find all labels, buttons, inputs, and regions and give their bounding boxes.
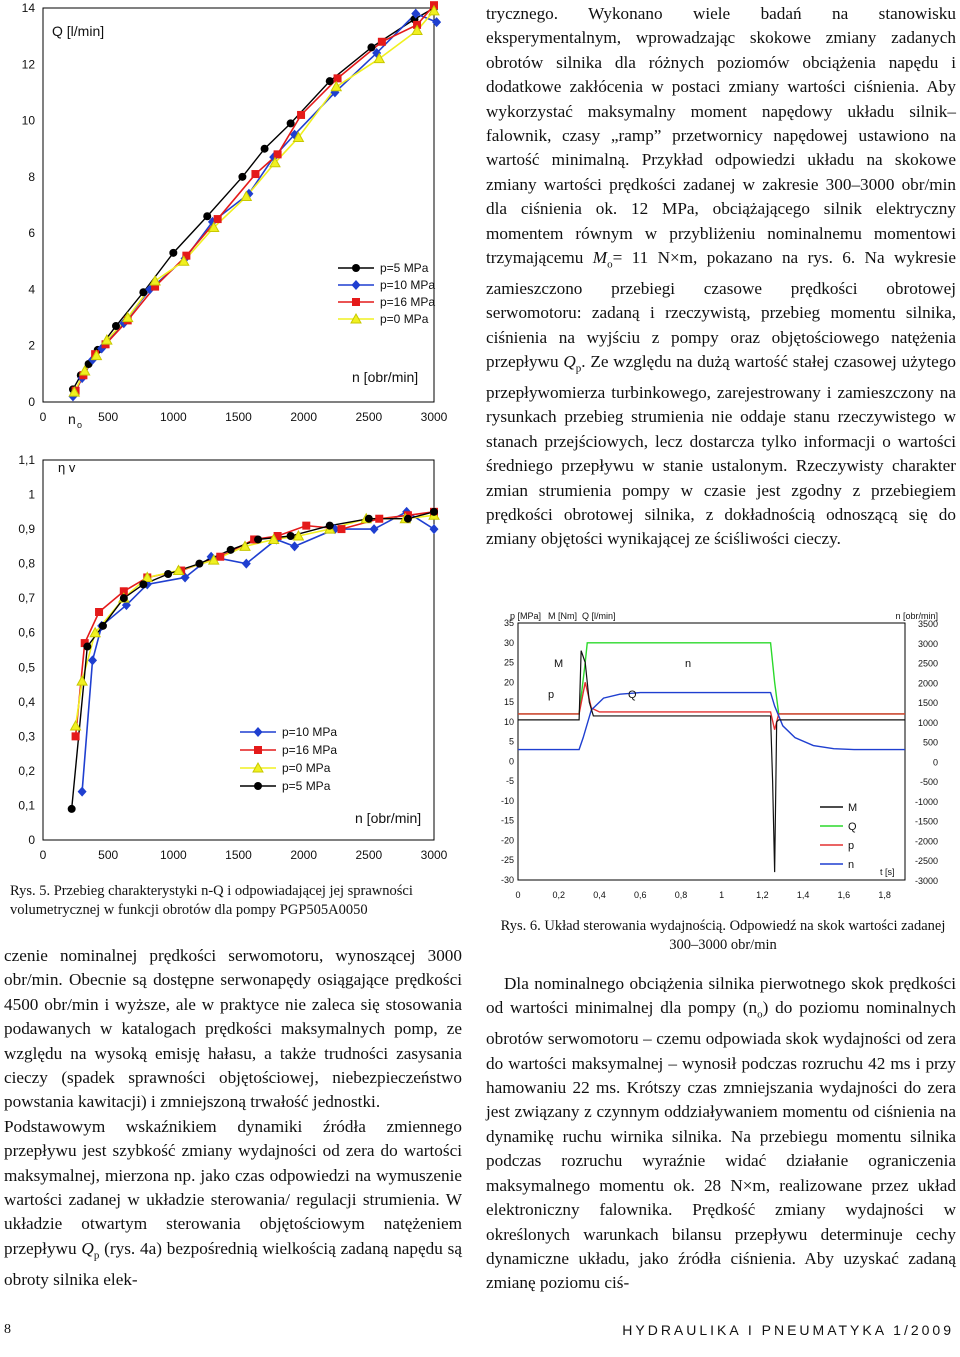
x-tick-label: 0: [39, 848, 47, 862]
y-tick-label: 0,5: [18, 660, 35, 675]
y-axis-label: η v: [58, 460, 76, 475]
legend-marker-p5: [352, 264, 360, 272]
y-tick-label: 0: [28, 395, 35, 409]
data-point-p10: [290, 541, 299, 551]
data-point-p5: [68, 805, 76, 813]
legend-label-p: p: [848, 840, 855, 852]
y-tick-label: 0,4: [18, 694, 35, 709]
x-tick-label: 0: [515, 890, 521, 900]
series-line-n: [518, 693, 905, 750]
x-tick-label: 1,8: [878, 890, 891, 900]
left-paragraph-1: czenie nominalnej prędkości serwomotoru, wynoszącej 3000 obr/min. Obecnie są dostępne serwonapędy osiągające prędkości 4500 obr/min i wyższe, ale w praktyce nie zaleca się stosowania podawanych w katalogach prędkości maksymalnych pomp, ze względu na wysoką emisję hałasu, a także trudności zasysania cieczy (spadek sprawności objętościowej, niebezpieczeństwo powstania kawitacji) i zmniejszoną trwałość jednostki.: [4, 946, 462, 1112]
data-point-p5: [227, 546, 235, 554]
y-left-tick-label: -25: [500, 855, 514, 866]
x-tick-label: 500: [98, 410, 119, 424]
y-right-tick-label: -1500: [914, 816, 938, 827]
legend-marker-p10: [352, 280, 361, 290]
x-axis-label: n [obr/min]: [352, 369, 419, 385]
journal-footer: HYDRAULIKA I PNEUMATYKA 1/2009: [622, 1322, 954, 1338]
symbol-q-right-subscript: p: [575, 362, 582, 375]
y-tick-label: 0: [28, 833, 35, 847]
y-left-tick-label: -20: [500, 835, 514, 846]
symbol-q-right: Q: [563, 352, 576, 372]
data-point-p16: [95, 608, 103, 616]
legend-label-p0: p=0 MPa: [282, 761, 331, 775]
right-column-top: [486, 2, 956, 552]
legend-label-p5: p=5 MPa: [282, 779, 331, 793]
data-point-p5: [99, 622, 107, 630]
data-point-p16: [214, 215, 222, 223]
y-right-tick-label: -500: [919, 777, 938, 788]
y-tick-label: 0,8: [18, 556, 35, 571]
axis-label-q: Q [l/min]: [582, 611, 616, 621]
x-tick-label: 2000: [290, 410, 318, 424]
legend-label-Q: Q: [848, 821, 857, 833]
left-paragraph-2-tail: (rys. 4a) bezpośrednią wielkością zadaną napędu są obroty silnika elek-: [4, 1238, 462, 1289]
y-tick-label: 0,3: [18, 729, 35, 744]
x-tick-label: 0,4: [593, 890, 606, 900]
data-point-p5: [367, 43, 375, 51]
data-point-p5: [326, 522, 334, 530]
y-tick-label: 8: [28, 169, 35, 184]
series-line-p10: [73, 14, 437, 397]
series-line-p5: [73, 8, 434, 389]
axis-label-p: p [MPa]: [510, 611, 542, 621]
y-right-tick-label: 1000: [917, 717, 938, 728]
figure-6-caption: [490, 917, 956, 955]
x-marker-n-o: n: [68, 411, 76, 427]
data-point-p5: [365, 515, 373, 523]
figure-5-caption: [10, 882, 455, 920]
left-paragraph-2: [4, 1115, 462, 1292]
x-tick-label: 1000: [159, 848, 187, 862]
figure-6-caption-text: Rys. 6. Układ sterowania wydajnością. Odpowiedź na skok wartości zadanej 300–3000 obr/min: [500, 918, 946, 953]
x-axis-label: t [s]: [880, 867, 895, 877]
symbol-q-subscript: p: [93, 1249, 100, 1262]
y-tick-label: 0,6: [18, 625, 35, 640]
right-paragraph-1: [486, 2, 956, 552]
x-tick-label: 1500: [225, 848, 252, 862]
legend-marker-p16: [254, 746, 262, 754]
y-left-tick-label: 5: [508, 736, 514, 747]
data-point-p5: [195, 560, 203, 568]
chart-step-response: [490, 605, 960, 905]
y-left-tick-label: 10: [503, 716, 514, 727]
data-point-p5: [287, 119, 295, 127]
data-point-p5: [261, 145, 269, 153]
x-axis-label: n [obr/min]: [355, 810, 422, 826]
y-tick-label: 14: [21, 1, 35, 15]
y-left-tick-label: 35: [503, 618, 514, 628]
axis-label-n: n [obr/min]: [895, 611, 938, 621]
series-line-p: [518, 682, 905, 729]
y-right-tick-label: -2000: [914, 836, 938, 847]
x-tick-label: 0: [39, 410, 47, 424]
x-tick-label: 0,2: [552, 890, 565, 900]
inline-label-Q: Q: [628, 689, 637, 701]
data-point-p5: [169, 249, 177, 257]
y-tick-label: 0,9: [18, 522, 35, 537]
data-point-p10: [432, 17, 441, 27]
inline-label-M: M: [554, 658, 564, 670]
legend-label-p16: p=16 MPa: [380, 295, 436, 309]
y-left-tick-label: -15: [500, 815, 514, 826]
data-point-p5: [430, 508, 438, 516]
y-tick-label: 1: [28, 487, 35, 502]
data-point-p16: [216, 553, 224, 561]
series-line-p5: [72, 512, 434, 809]
x-tick-label: 2500: [355, 848, 383, 862]
legend-label-p10: p=10 MPa: [380, 278, 436, 292]
y-right-tick-label: 3500: [917, 619, 938, 629]
x-tick-label: 0,6: [633, 890, 647, 900]
y-tick-label: 0,2: [18, 763, 35, 778]
left-column: [4, 944, 462, 1292]
data-point-p5: [404, 515, 412, 523]
data-point-p16: [302, 522, 310, 530]
x-tick-label: 3000: [420, 410, 448, 424]
symbol-q: Q: [81, 1238, 94, 1258]
right-paragraph-2-tail: ) do poziomu nominalnych obrotów serwomotoru – czemu odpowiada skok wydajności od zera do wartości maksymalnej – wynosił podczas rozruchu 42 ms i przy hamowaniu 22 ms. Krótszy czas zmniejszania wydajności do zera jest związany z czynnym oddziaływaniem momentu od ciśnienia na dynamikę ruchu wirnika silnika. Na przebiegu momentu silnika podczas rozruchu wyraźnie widać działanie ograniczenia maksymalnego momentu ok. 28 N×m, realizowane przez układ elektroniczny falownika. Prędkość zmiany wydajności w określonych warunkach bilansu przepływu determinuje cechy dynamiczne układu, jako źródła ciśnienia. Aby uzyskać zadaną zmianę poziomu ciś-: [486, 998, 956, 1293]
right-column-bottom: [486, 972, 956, 1296]
y-left-tick-label: 25: [503, 657, 514, 668]
symbol-m: M: [592, 248, 608, 268]
chart-nq: [0, 0, 470, 450]
page-number: 8: [4, 1322, 11, 1337]
x-tick-label: 1,6: [837, 890, 851, 900]
legend-marker-p5: [254, 782, 262, 790]
x-tick-label: 1500: [225, 410, 252, 424]
data-point-p10: [78, 787, 87, 797]
figure-5-caption-text: Rys. 5. Przebieg charakterystyki n-Q i odpowiadającej jej sprawności volumetrycznej w funkcji obrotów dla pompy PGP505A0050: [10, 883, 413, 918]
x-tick-label: 1,2: [756, 890, 769, 900]
y-left-tick-label: 0: [508, 756, 514, 767]
x-tick-label: 500: [98, 848, 119, 862]
series-line-Q: [518, 643, 905, 714]
legend-label-p16: p=16 MPa: [282, 743, 338, 757]
x-tick-label: 1: [719, 890, 725, 900]
data-point-p5: [238, 173, 246, 181]
y-left-tick-label: -5: [505, 776, 514, 787]
legend-label-p5: p=5 MPa: [380, 261, 429, 275]
x-marker-n-o-sub: o: [77, 420, 83, 430]
series-line-p16: [76, 512, 434, 737]
y-right-tick-label: 500: [922, 737, 938, 748]
data-point-p5: [112, 322, 120, 330]
y-left-tick-label: 30: [503, 637, 514, 648]
y-axis-label: Q [l/min]: [52, 23, 105, 39]
data-point-p10: [370, 524, 379, 534]
plot-frame: [518, 623, 905, 880]
legend-label-p0: p=0 MPa: [380, 312, 429, 326]
symbol-m-subscript: o: [607, 258, 613, 271]
y-left-tick-label: 15: [503, 697, 514, 708]
y-tick-label: 4: [28, 282, 35, 297]
right-paragraph-2-text: Dla nominalnego obciążenia silnika pierwotnego skok prędkości od wartości minimalnej dla pompy (n: [486, 974, 956, 1018]
series-line-p0: [76, 515, 434, 726]
x-tick-label: 1,4: [796, 890, 810, 900]
data-point-p5: [203, 212, 211, 220]
y-right-tick-label: -2500: [914, 856, 938, 867]
y-left-tick-label: -30: [500, 875, 514, 885]
series-line-p0: [74, 11, 434, 392]
y-right-tick-label: 1500: [917, 698, 938, 709]
y-right-tick-label: 0: [932, 757, 938, 768]
legend-marker-p10: [254, 727, 263, 737]
data-point-p5: [287, 532, 295, 540]
inline-label-n: n: [685, 658, 692, 670]
x-tick-label: 0,8: [674, 890, 688, 900]
data-point-p16: [334, 74, 342, 82]
y-tick-label: 1,1: [18, 453, 35, 467]
data-point-p16: [251, 170, 259, 178]
data-point-p10: [430, 524, 439, 534]
x-tick-label: 2000: [290, 848, 318, 862]
data-point-p16: [72, 732, 80, 740]
data-point-p5: [326, 77, 334, 85]
y-left-tick-label: 20: [503, 677, 514, 688]
y-tick-label: 0,7: [18, 591, 35, 606]
legend-label-n: n: [848, 859, 855, 871]
data-point-p5: [254, 535, 262, 543]
chart-eta-v: [0, 440, 470, 880]
y-tick-label: 0,1: [18, 798, 35, 813]
data-point-p16: [297, 111, 305, 119]
data-point-p16: [378, 38, 386, 46]
x-tick-label: 3000: [420, 848, 448, 862]
symbol-n-subscript: o: [757, 1008, 763, 1021]
left-paragraph-2-text: Podstawowym wskaźnikiem dynamiki źródła zmiennego przepływu jest szybkość zmiany wydajności od zera do wartości maksymalnej, mierzona np. jako czas odpowiedzi na wymuszenie wartości zadanej w układzie sterowania/ regulacji strumienia. W układzie otwartym sterowania objętościowym natężeniem przepływu: [4, 1116, 462, 1258]
axis-label-m: M [Nm]: [548, 611, 577, 621]
y-tick-label: 12: [21, 57, 35, 72]
y-tick-label: 2: [28, 338, 35, 353]
data-point-p0: [77, 676, 87, 685]
y-tick-label: 10: [21, 113, 35, 128]
y-left-tick-label: -10: [500, 795, 514, 806]
right-paragraph-1-text: trycznego. Wykonano wiele badań na stanowisku eksperymentalnym, wprowadzając skokowe zmiany zadanych obrotów silnika dla różnych poziomów obciążenia napędu i dodatkowe zakłócenia w postaci zmiany wartości ciśnienia. Aby wykorzystać maksymalny moment napędowy układu silnik–falownik, czasy „ramp” przetwornicy napędowej ustawiono na wartość minimalną. Przykład odpowiedzi układu na skokowe zmiany wartości prędkości zadanej w zakresie 300–3000 obr/min dla ciśnienia ok. 12 MPa, obciążającego silnik elektryczny momentem równym w przybliżeniu nominalnemu momentowi trzymającemu: [486, 4, 956, 268]
y-right-tick-label: 2500: [917, 658, 938, 669]
data-point-p5: [164, 570, 172, 578]
data-point-p5: [120, 594, 128, 602]
legend-marker-p16: [352, 298, 360, 306]
y-right-tick-label: 3000: [917, 638, 938, 649]
data-point-p16: [375, 515, 383, 523]
legend-label-p10: p=10 MPa: [282, 725, 338, 739]
x-tick-label: 1000: [159, 410, 187, 424]
y-right-tick-label: -3000: [914, 876, 938, 886]
data-point-p16: [337, 525, 345, 533]
y-right-tick-label: -1000: [914, 796, 938, 807]
data-point-p5: [139, 580, 147, 588]
series-line-M: [518, 651, 905, 872]
y-right-tick-label: 2000: [917, 678, 938, 689]
right-paragraph-1-mid: = 11 N×m, pokazano na rys. 6. Na wykresie zamieszczono przebiegi czasowe prędkości obrotowej serwomotoru: zadaną i rzeczywistą, przebieg momentu silnika, ciśnienia na wyjściu z pompy oraz objętościowego natężenia przepływu: [486, 248, 957, 372]
x-tick-label: 2500: [355, 410, 383, 424]
right-paragraph-2: [486, 972, 956, 1296]
right-paragraph-1-tail: . Ze względu na dużą wartość stałej czasowej użytego przepływomierza turbinkowego, zarejestrowany i zamieszczony na rysunkach przebieg strumienia nie oddaje stanu rzeczywistego w stanach przejściowych, lecz dostarcza tylko informacji o wartości średniego przepływu w stanie ustalonym. Rzeczywisty charakter zmian strumienia pompy w czasie jest zgodny z przebiegiem prędkości obrotowej silnika, z dokładnością odnoszącą się do zmiany objętości wynikającej ze ściśliwości cieczy.: [486, 352, 957, 549]
inline-label-p: p: [548, 689, 555, 701]
data-point-p5: [83, 643, 91, 651]
y-tick-label: 6: [28, 226, 35, 241]
legend-label-M: M: [848, 802, 858, 814]
